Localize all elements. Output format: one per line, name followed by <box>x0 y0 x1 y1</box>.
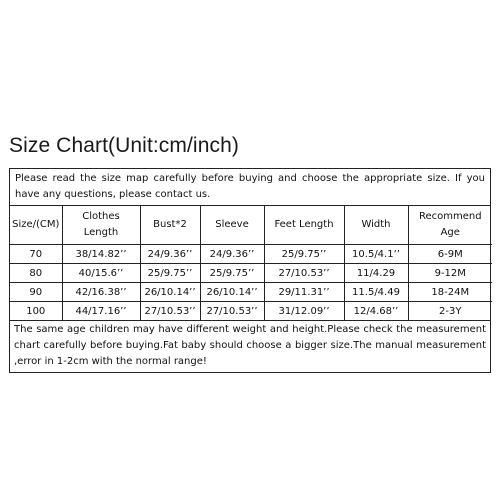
cell-size: 70 <box>10 245 62 264</box>
cell-feet-length: 31/12.09’’ <box>264 302 344 321</box>
cell-clothes-length: 40/15.6’’ <box>62 264 140 283</box>
cell-recommend-age: 18-24M <box>408 283 492 302</box>
cell-bust: 25/9.75’’ <box>140 264 200 283</box>
cell-clothes-length: 38/14.82’’ <box>62 245 140 264</box>
header-clothes-length: Clothes Length <box>62 206 140 245</box>
cell-recommend-age: 2-3Y <box>408 302 492 321</box>
table-row <box>10 264 492 283</box>
header-recommend-age: Recommend Age <box>408 206 492 245</box>
table-row <box>10 283 492 302</box>
intro-note: Please read the size map carefully before buying and choose the appropriate size. If you have any questions, please contact us. <box>10 169 490 206</box>
size-chart <box>9 168 491 373</box>
cell-bust: 26/10.14’’ <box>140 283 200 302</box>
footer-note: The same age children may have different weight and height.Please check the measurement chart carefully before buying.Fat baby should choose a bigger size.The manual measurement ,error in 1-2cm with the normal range! <box>10 320 490 372</box>
header-feet-length: Feet Length <box>264 206 344 245</box>
size-table <box>10 206 492 320</box>
cell-size: 90 <box>10 283 62 302</box>
cell-sleeve: 24/9.36’’ <box>200 245 264 264</box>
cell-clothes-length: 44/17.16’’ <box>62 302 140 321</box>
table-row <box>10 302 492 321</box>
cell-sleeve: 25/9.75’’ <box>200 264 264 283</box>
cell-width: 11/4.29 <box>344 264 408 283</box>
cell-size: 100 <box>10 302 62 321</box>
cell-width: 12/4.68’’ <box>344 302 408 321</box>
page-title: Size Chart(Unit:cm/inch) <box>9 134 239 157</box>
cell-sleeve: 27/10.53’’ <box>200 302 264 321</box>
cell-width: 11.5/4.49 <box>344 283 408 302</box>
header-sleeve: Sleeve <box>200 206 264 245</box>
cell-bust: 27/10.53’’ <box>140 302 200 321</box>
table-header-row <box>10 206 492 245</box>
cell-clothes-length: 42/16.38’’ <box>62 283 140 302</box>
header-bust: Bust*2 <box>140 206 200 245</box>
cell-feet-length: 25/9.75’’ <box>264 245 344 264</box>
cell-recommend-age: 9-12M <box>408 264 492 283</box>
header-width: Width <box>344 206 408 245</box>
cell-sleeve: 26/10.14’’ <box>200 283 264 302</box>
cell-size: 80 <box>10 264 62 283</box>
cell-feet-length: 29/11.31’’ <box>264 283 344 302</box>
cell-recommend-age: 6-9M <box>408 245 492 264</box>
cell-width: 10.5/4.1’’ <box>344 245 408 264</box>
cell-bust: 24/9.36’’ <box>140 245 200 264</box>
header-size: Size/(CM) <box>10 206 62 245</box>
cell-feet-length: 27/10.53’’ <box>264 264 344 283</box>
table-row <box>10 245 492 264</box>
